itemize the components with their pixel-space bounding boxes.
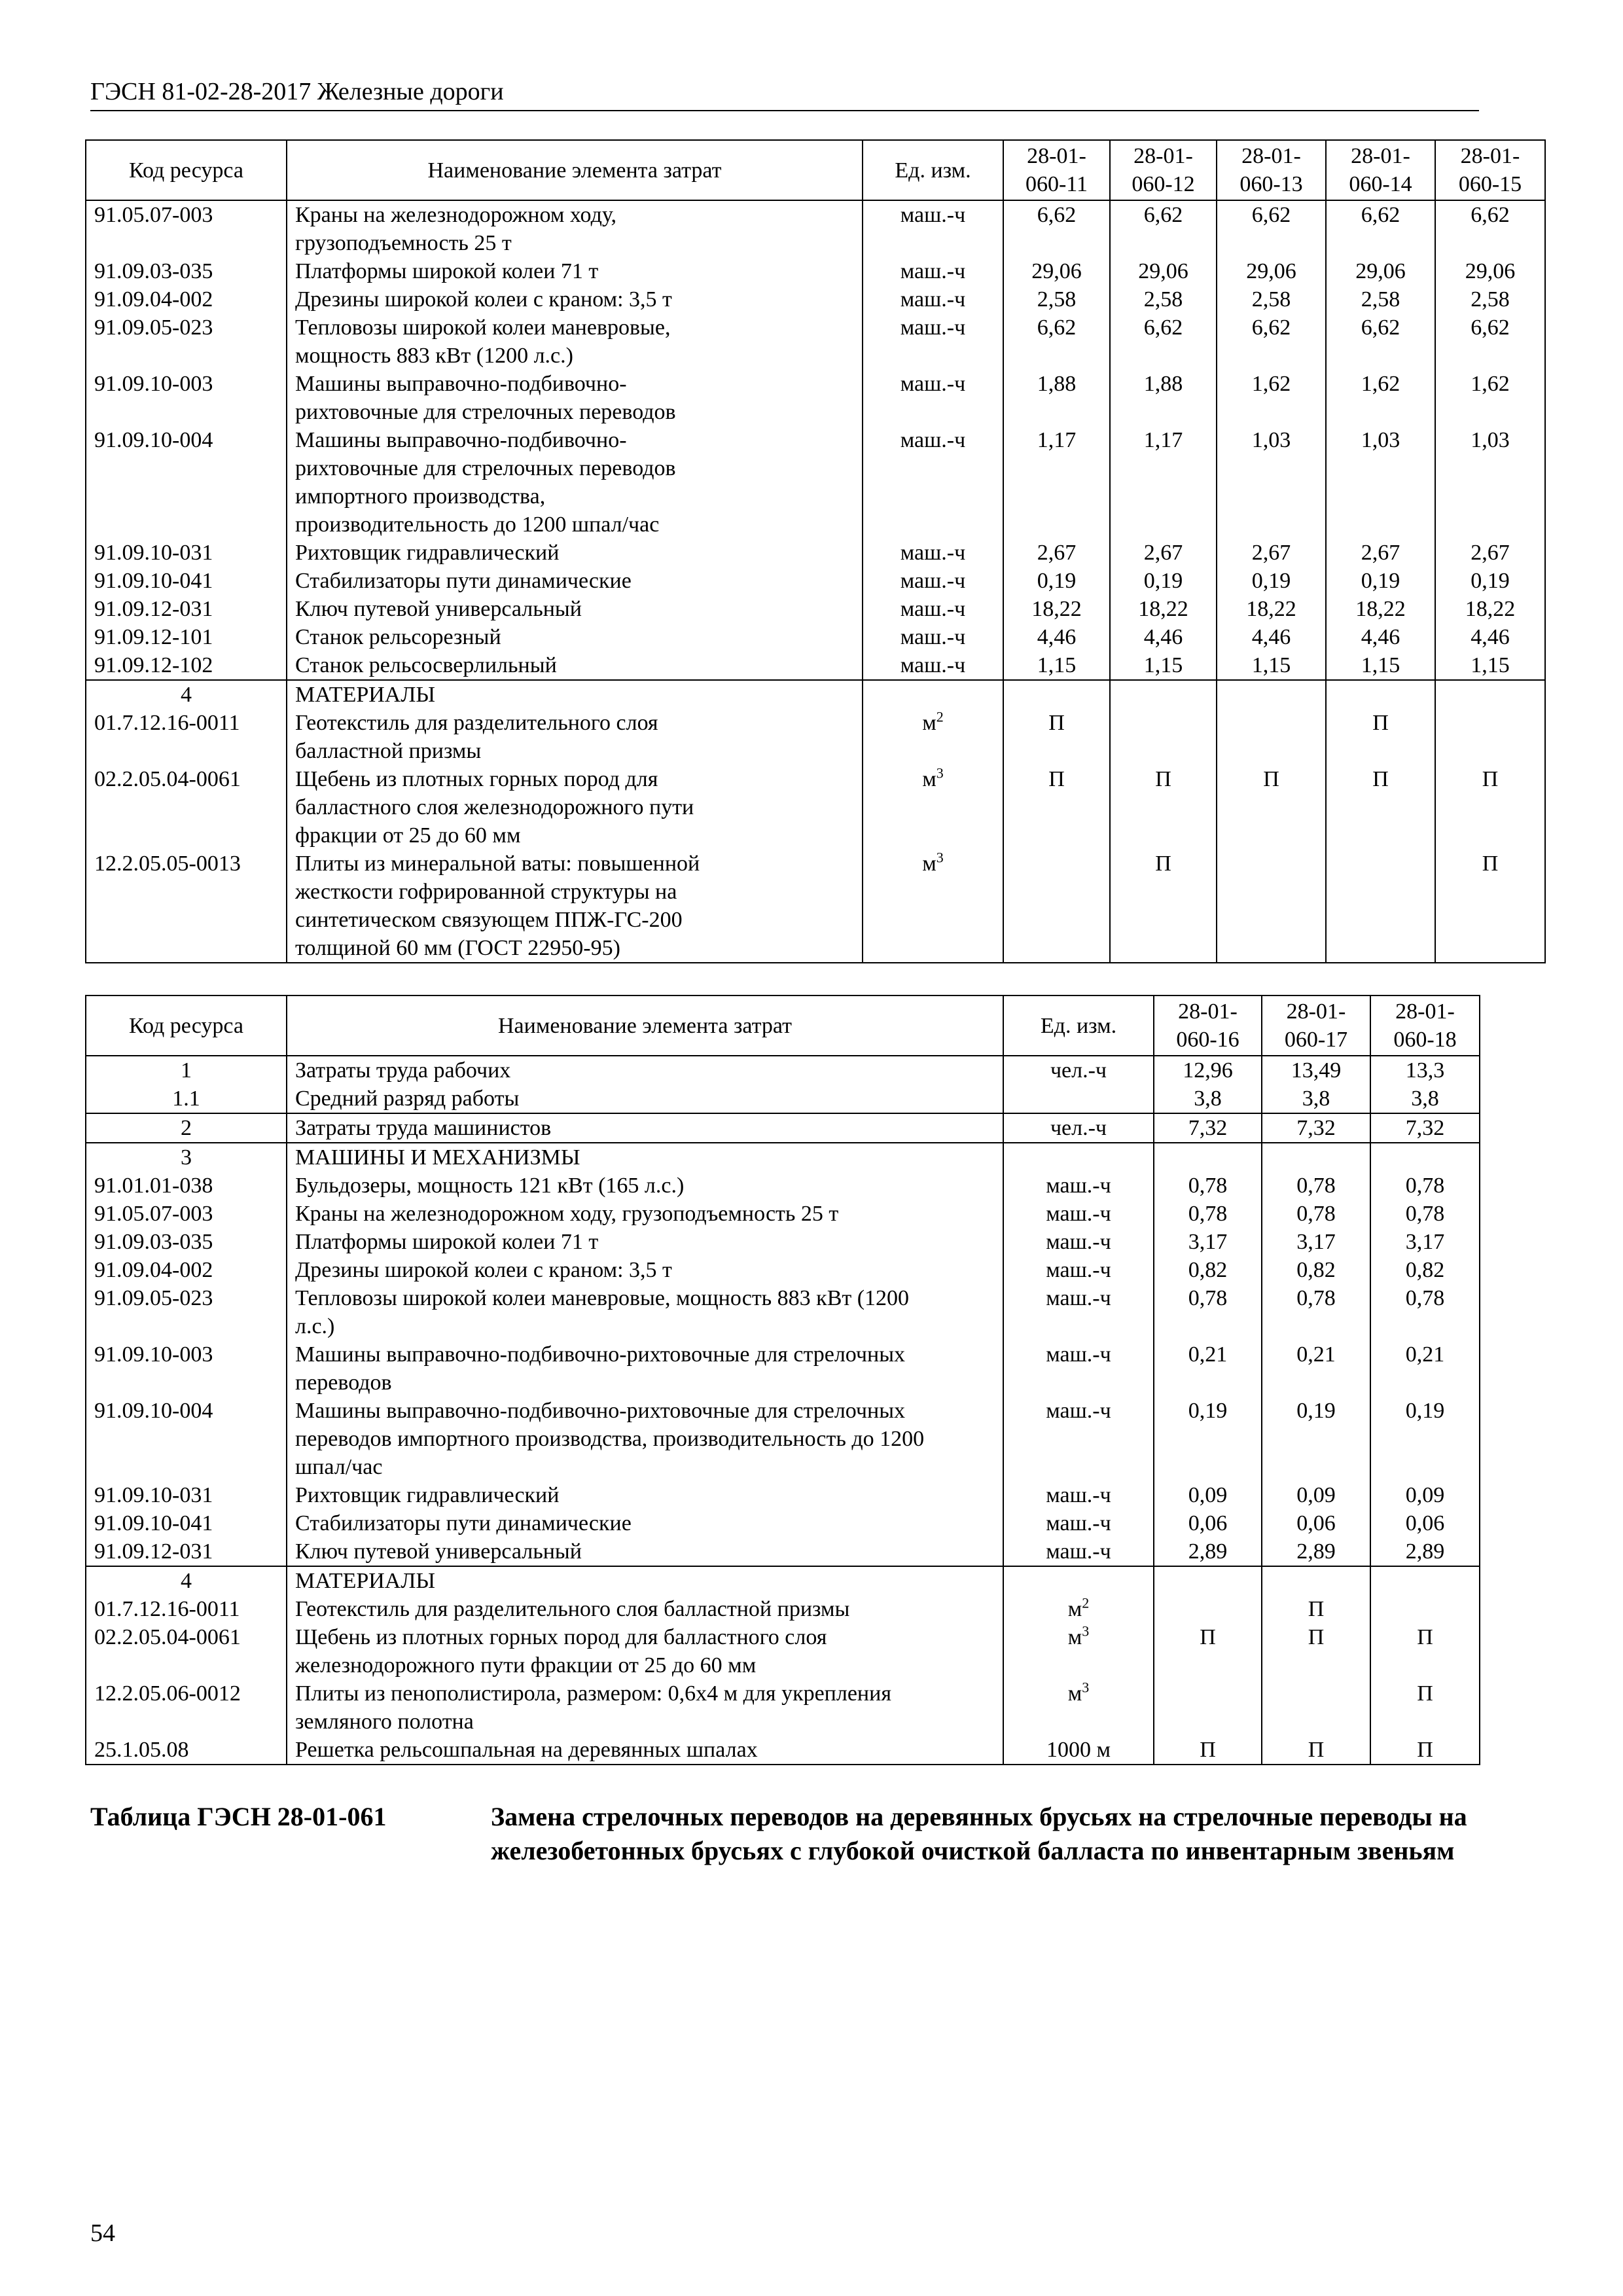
cell-value: 3,17 — [1262, 1228, 1370, 1256]
header-norm-code: 28-01- 060-17 — [1262, 996, 1370, 1056]
cell-value — [1262, 1679, 1370, 1736]
cell-code: 91.09.10-003 — [86, 370, 287, 426]
cell-unit: маш.-ч — [1003, 1228, 1154, 1256]
cell-value — [1110, 709, 1217, 765]
table-row — [86, 567, 1545, 595]
header-name: Наименование элемента затрат — [287, 140, 863, 200]
cell-code: 1.1 — [86, 1085, 287, 1113]
table-row — [86, 1143, 1480, 1172]
cell-value: 2,67 — [1326, 539, 1435, 567]
cell-value: 6,62 — [1217, 200, 1326, 257]
cell-value: 29,06 — [1110, 257, 1217, 285]
cell-name: Бульдозеры, мощность 121 кВт (165 л.с.) — [287, 1172, 1003, 1200]
cell-value: 4,46 — [1110, 623, 1217, 651]
cell-value — [1262, 1143, 1370, 1172]
cell-code: 91.09.10-004 — [86, 426, 287, 539]
table-row — [86, 651, 1545, 680]
cell-unit: маш.-ч — [1003, 1481, 1154, 1509]
table-row — [86, 1566, 1480, 1595]
table-row — [86, 285, 1545, 314]
cell-value: 6,62 — [1003, 314, 1110, 370]
cell-value — [1217, 680, 1326, 709]
cell-code: 4 — [86, 680, 287, 709]
cell-unit: маш.-ч — [863, 370, 1003, 426]
cell-value: 6,62 — [1217, 314, 1326, 370]
cell-code: 91.09.12-031 — [86, 595, 287, 623]
cell-value: 2,67 — [1003, 539, 1110, 567]
cell-unit: $м^3$ — [863, 850, 1003, 963]
table-row — [86, 539, 1545, 567]
cell-name: Средний разряд работы — [287, 1085, 1003, 1113]
cell-unit: маш.-ч — [1003, 1509, 1154, 1537]
cell-value: 2,58 — [1110, 285, 1217, 314]
cell-code: 12.2.05.06-0012 — [86, 1679, 287, 1736]
cell-unit: $м^3$ — [1003, 1623, 1154, 1679]
table-row — [86, 1056, 1480, 1085]
cell-value: 0,19 — [1435, 567, 1545, 595]
cell-value: 0,78 — [1262, 1172, 1370, 1200]
cell-value — [1326, 850, 1435, 963]
cell-unit — [863, 680, 1003, 709]
cell-unit: маш.-ч — [863, 651, 1003, 680]
cell-value: 0,09 — [1154, 1481, 1262, 1509]
cell-value: 0,19 — [1370, 1397, 1480, 1481]
cell-value: 0,21 — [1370, 1340, 1480, 1397]
cell-unit: маш.-ч — [863, 623, 1003, 651]
cell-code: 91.09.12-031 — [86, 1537, 287, 1566]
cell-code: 91.09.03-035 — [86, 257, 287, 285]
cell-value: 0,06 — [1154, 1509, 1262, 1537]
cell-unit: маш.-ч — [1003, 1397, 1154, 1481]
table-row — [86, 623, 1545, 651]
cell-code: 01.7.12.16-0011 — [86, 709, 287, 765]
cell-value: 2,67 — [1110, 539, 1217, 567]
cell-name: Дрезины широкой колеи с краном: 3,5 т — [287, 1256, 1003, 1284]
cell-value: 0,78 — [1370, 1172, 1480, 1200]
cell-code: 91.09.10-003 — [86, 1340, 287, 1397]
cell-value: 0,19 — [1154, 1397, 1262, 1481]
cell-value: П — [1003, 765, 1110, 850]
cell-unit: маш.-ч — [1003, 1256, 1154, 1284]
cell-value: 0,19 — [1217, 567, 1326, 595]
cell-value: 18,22 — [1110, 595, 1217, 623]
cell-value: 1,62 — [1326, 370, 1435, 426]
table-row — [86, 314, 1545, 370]
cell-value: 6,62 — [1435, 314, 1545, 370]
cell-code: 91.09.04-002 — [86, 1256, 287, 1284]
table-row — [86, 1537, 1480, 1566]
cell-value: П — [1110, 765, 1217, 850]
cell-name: Платформы широкой колеи 71 т — [287, 1228, 1003, 1256]
cell-name: Станок рельсорезный — [287, 623, 863, 651]
cell-value: 29,06 — [1003, 257, 1110, 285]
cell-name: Стабилизаторы пути динамические — [287, 567, 863, 595]
cell-value — [1154, 1143, 1262, 1172]
cell-name: МАТЕРИАЛЫ — [287, 1566, 1003, 1595]
cell-unit: маш.-ч — [863, 285, 1003, 314]
cell-code: 02.2.05.04-0061 — [86, 765, 287, 850]
cell-value: П — [1154, 1623, 1262, 1679]
cell-unit: маш.-ч — [863, 314, 1003, 370]
table-row — [86, 1200, 1480, 1228]
table-row — [86, 1397, 1480, 1481]
cell-code: 91.09.12-102 — [86, 651, 287, 680]
cell-unit: $м^2$ — [1003, 1595, 1154, 1623]
cell-value: П — [1370, 1623, 1480, 1679]
cell-value: 0,06 — [1370, 1509, 1480, 1537]
cell-unit: 1000 м — [1003, 1736, 1154, 1765]
cell-value: 6,62 — [1110, 200, 1217, 257]
cell-code: 91.09.05-023 — [86, 1284, 287, 1340]
cell-value: 1,15 — [1435, 651, 1545, 680]
cell-value: 0,19 — [1262, 1397, 1370, 1481]
header-code: Код ресурса — [86, 996, 287, 1056]
cell-unit: маш.-ч — [863, 200, 1003, 257]
cell-value: 0,19 — [1110, 567, 1217, 595]
cell-value: 2,58 — [1217, 285, 1326, 314]
cell-unit: маш.-ч — [1003, 1284, 1154, 1340]
cell-value — [1370, 1143, 1480, 1172]
cell-value: 1,15 — [1003, 651, 1110, 680]
cell-unit — [1003, 1566, 1154, 1595]
cell-name: Станок рельсосверлильный — [287, 651, 863, 680]
cell-value: 29,06 — [1435, 257, 1545, 285]
cell-value: 0,82 — [1154, 1256, 1262, 1284]
cell-value: П — [1326, 709, 1435, 765]
cell-value: 13,3 — [1370, 1056, 1480, 1085]
cell-name: Затраты труда рабочих — [287, 1056, 1003, 1085]
cell-name: Плиты из пенополистирола, размером: 0,6x4 м для укрепления земляного полотна — [287, 1679, 1003, 1736]
cell-value: 18,22 — [1326, 595, 1435, 623]
cell-value: П — [1435, 765, 1545, 850]
cell-value: 0,78 — [1154, 1284, 1262, 1340]
header-code: Код ресурса — [86, 140, 287, 200]
cell-code: 3 — [86, 1143, 287, 1172]
cell-value: П — [1154, 1736, 1262, 1765]
running-header: ГЭСН 81-02-28-2017 Железные дороги — [90, 77, 1479, 111]
cell-value: 0,19 — [1326, 567, 1435, 595]
cell-unit: маш.-ч — [863, 257, 1003, 285]
table-row — [86, 1736, 1480, 1765]
cell-value — [1326, 680, 1435, 709]
cell-value: 1,88 — [1110, 370, 1217, 426]
cell-code: 02.2.05.04-0061 — [86, 1623, 287, 1679]
cell-unit: маш.-ч — [1003, 1537, 1154, 1566]
cell-value: 29,06 — [1326, 257, 1435, 285]
cell-value: П — [1003, 709, 1110, 765]
header-norm-code: 28-01- 060-15 — [1435, 140, 1545, 200]
cell-name: Геотекстиль для разделительного слоя балластной призмы — [287, 709, 863, 765]
table-row — [86, 1679, 1480, 1736]
header-norm-code: 28-01- 060-14 — [1326, 140, 1435, 200]
cell-value: 1,03 — [1435, 426, 1545, 539]
table-row — [86, 200, 1545, 257]
cell-value: 1,03 — [1217, 426, 1326, 539]
cell-value: 0,78 — [1370, 1200, 1480, 1228]
header-norm-code: 28-01- 060-12 — [1110, 140, 1217, 200]
cell-unit: чел.-ч — [1003, 1056, 1154, 1085]
table-row — [86, 1085, 1480, 1113]
cell-value: 0,09 — [1370, 1481, 1480, 1509]
cell-name: Машины выправочно-подбивочно- рихтовочные для стрелочных переводов импортного производства, производительность до 1200 шпал/час — [287, 426, 863, 539]
table-row — [86, 709, 1545, 765]
cell-value: 2,58 — [1326, 285, 1435, 314]
cell-value: 1,17 — [1003, 426, 1110, 539]
cell-code: 12.2.05.05-0013 — [86, 850, 287, 963]
table-row — [86, 1595, 1480, 1623]
cell-value: П — [1326, 765, 1435, 850]
cell-value: 1,15 — [1217, 651, 1326, 680]
cell-value — [1110, 680, 1217, 709]
cell-value: 18,22 — [1217, 595, 1326, 623]
cell-value: 0,78 — [1154, 1200, 1262, 1228]
cell-value: 18,22 — [1003, 595, 1110, 623]
cell-value: 7,32 — [1154, 1113, 1262, 1143]
table-row — [86, 765, 1545, 850]
cell-value: 0,19 — [1003, 567, 1110, 595]
cell-value: 2,67 — [1435, 539, 1545, 567]
cell-value: 3,8 — [1370, 1085, 1480, 1113]
cell-name: Рихтовщик гидравлический — [287, 539, 863, 567]
cell-value: 3,17 — [1154, 1228, 1262, 1256]
cell-code: 91.09.10-041 — [86, 567, 287, 595]
cell-value: 4,46 — [1003, 623, 1110, 651]
cell-value: 0,21 — [1262, 1340, 1370, 1397]
table-row — [86, 1228, 1480, 1256]
cell-code: 91.09.10-041 — [86, 1509, 287, 1537]
cell-name: Ключ путевой универсальный — [287, 595, 863, 623]
cell-unit: маш.-ч — [863, 567, 1003, 595]
cell-name: Решетка рельсошпальная на деревянных шпалах — [287, 1736, 1003, 1765]
cell-value: 3,17 — [1370, 1228, 1480, 1256]
cell-name: Платформы широкой колеи 71 т — [287, 257, 863, 285]
cell-unit: маш.-ч — [1003, 1340, 1154, 1397]
table-row — [86, 1623, 1480, 1679]
resource-table-2 — [85, 995, 1480, 1765]
cell-name: Дрезины широкой колеи с краном: 3,5 т — [287, 285, 863, 314]
cell-value: 2,58 — [1435, 285, 1545, 314]
table-caption-label: Таблица ГЭСН 28-01-061 — [90, 1802, 387, 1831]
cell-value: 1,17 — [1110, 426, 1217, 539]
cell-value: 0,09 — [1262, 1481, 1370, 1509]
cell-value: 1,15 — [1326, 651, 1435, 680]
cell-unit: $м^3$ — [1003, 1679, 1154, 1736]
cell-name: Стабилизаторы пути динамические — [287, 1509, 1003, 1537]
cell-value — [1003, 680, 1110, 709]
cell-value: 1,15 — [1110, 651, 1217, 680]
cell-value: 13,49 — [1262, 1056, 1370, 1085]
table-row — [86, 370, 1545, 426]
cell-code: 25.1.05.08 — [86, 1736, 287, 1765]
table-row — [86, 680, 1545, 709]
table-row — [86, 1172, 1480, 1200]
cell-name: Щебень из плотных горных пород для балластного слоя железнодорожного пути фракции от 25 до 60 мм — [287, 1623, 1003, 1679]
header-norm-code: 28-01- 060-18 — [1370, 996, 1480, 1056]
cell-name: Щебень из плотных горных пород для балластного слоя железнодорожного пути фракции от 25 до 60 мм — [287, 765, 863, 850]
table-caption-title: Замена стрелочных переводов на деревянных брусьях на стрелочные переводы на железобетонных брусьях с глубокой очисткой балласта по инвентарным звеньям — [491, 1802, 1467, 1865]
cell-value: П — [1370, 1679, 1480, 1736]
cell-value — [1003, 850, 1110, 963]
cell-name: Машины выправочно-подбивочно-рихтовочные для стрелочных переводов — [287, 1340, 1003, 1397]
cell-unit: чел.-ч — [1003, 1113, 1154, 1143]
cell-name: Геотекстиль для разделительного слоя балластной призмы — [287, 1595, 1003, 1623]
cell-unit: маш.-ч — [863, 539, 1003, 567]
cell-code: 91.09.10-031 — [86, 1481, 287, 1509]
cell-value: 0,21 — [1154, 1340, 1262, 1397]
cell-unit: $м^2$ — [863, 709, 1003, 765]
cell-value: 4,46 — [1435, 623, 1545, 651]
page-number: 54 — [90, 2219, 115, 2247]
cell-value: 29,06 — [1217, 257, 1326, 285]
cell-value — [1154, 1595, 1262, 1623]
header-norm-code: 28-01- 060-13 — [1217, 140, 1326, 200]
cell-value: 7,32 — [1370, 1113, 1480, 1143]
cell-name: Тепловозы широкой колеи маневровые, мощность 883 кВт (1200 л.с.) — [287, 314, 863, 370]
cell-unit: маш.-ч — [863, 595, 1003, 623]
cell-code: 2 — [86, 1113, 287, 1143]
table-row — [86, 1113, 1480, 1143]
cell-code: 91.09.10-004 — [86, 1397, 287, 1481]
cell-value: 7,32 — [1262, 1113, 1370, 1143]
cell-value: П — [1217, 765, 1326, 850]
cell-value — [1154, 1679, 1262, 1736]
cell-code: 91.09.05-023 — [86, 314, 287, 370]
cell-value: 2,58 — [1003, 285, 1110, 314]
cell-code: 1 — [86, 1056, 287, 1085]
cell-name: Краны на железнодорожном ходу, грузоподъемность 25 т — [287, 1200, 1003, 1228]
cell-value — [1154, 1566, 1262, 1595]
cell-code: 91.09.04-002 — [86, 285, 287, 314]
table-row — [86, 595, 1545, 623]
cell-value: 2,89 — [1370, 1537, 1480, 1566]
cell-name: Затраты труда машинистов — [287, 1113, 1003, 1143]
cell-value: 0,06 — [1262, 1509, 1370, 1537]
cell-value: 0,78 — [1154, 1172, 1262, 1200]
cell-unit: маш.-ч — [863, 426, 1003, 539]
cell-value: 12,96 — [1154, 1056, 1262, 1085]
cell-value — [1370, 1595, 1480, 1623]
cell-name: Машины выправочно-подбивочно- рихтовочные для стрелочных переводов — [287, 370, 863, 426]
cell-code: 91.09.03-035 — [86, 1228, 287, 1256]
cell-value: 0,82 — [1262, 1256, 1370, 1284]
cell-value: 2,89 — [1262, 1537, 1370, 1566]
cell-name: Краны на железнодорожном ходу, грузоподъемность 25 т — [287, 200, 863, 257]
cell-code: 91.01.01-038 — [86, 1172, 287, 1200]
header-norm-code: 28-01- 060-11 — [1003, 140, 1110, 200]
cell-unit — [1003, 1085, 1154, 1113]
header-unit: Ед. изм. — [863, 140, 1003, 200]
cell-code: 91.09.12-101 — [86, 623, 287, 651]
cell-value: П — [1262, 1595, 1370, 1623]
cell-code: 91.05.07-003 — [86, 200, 287, 257]
resource-table-1 — [85, 139, 1546, 963]
cell-value: 6,62 — [1326, 200, 1435, 257]
cell-code: 91.05.07-003 — [86, 1200, 287, 1228]
cell-value: 0,82 — [1370, 1256, 1480, 1284]
cell-value: 6,62 — [1326, 314, 1435, 370]
cell-name: Тепловозы широкой колеи маневровые, мощность 883 кВт (1200 л.с.) — [287, 1284, 1003, 1340]
cell-value: 1,62 — [1435, 370, 1545, 426]
header-name: Наименование элемента затрат — [287, 996, 1003, 1056]
cell-value: 18,22 — [1435, 595, 1545, 623]
header-unit: Ед. изм. — [1003, 996, 1154, 1056]
cell-value — [1217, 709, 1326, 765]
header-norm-code: 28-01- 060-16 — [1154, 996, 1262, 1056]
table-row — [86, 1481, 1480, 1509]
cell-value — [1370, 1566, 1480, 1595]
cell-unit: маш.-ч — [1003, 1200, 1154, 1228]
cell-unit: маш.-ч — [1003, 1172, 1154, 1200]
cell-value: 4,46 — [1217, 623, 1326, 651]
cell-value: 4,46 — [1326, 623, 1435, 651]
cell-value: П — [1110, 850, 1217, 963]
cell-value — [1262, 1566, 1370, 1595]
cell-value: 0,78 — [1262, 1284, 1370, 1340]
cell-value: 3,8 — [1154, 1085, 1262, 1113]
table-row — [86, 257, 1545, 285]
cell-name: Машины выправочно-подбивочно-рихтовочные для стрелочных переводов импортного производства, производительность до 1200 шпал/час — [287, 1397, 1003, 1481]
cell-unit — [1003, 1143, 1154, 1172]
cell-value: П — [1370, 1736, 1480, 1765]
cell-value: 6,62 — [1435, 200, 1545, 257]
cell-name: Ключ путевой универсальный — [287, 1537, 1003, 1566]
cell-value: П — [1262, 1623, 1370, 1679]
cell-name: Рихтовщик гидравлический — [287, 1481, 1003, 1509]
cell-value: П — [1262, 1736, 1370, 1765]
cell-code: 01.7.12.16-0011 — [86, 1595, 287, 1623]
cell-code: 91.09.10-031 — [86, 539, 287, 567]
cell-value: 2,89 — [1154, 1537, 1262, 1566]
cell-code: 4 — [86, 1566, 287, 1595]
cell-value: 3,8 — [1262, 1085, 1370, 1113]
cell-value: 1,62 — [1217, 370, 1326, 426]
table-row — [86, 1340, 1480, 1397]
cell-value — [1435, 709, 1545, 765]
cell-unit: $м^3$ — [863, 765, 1003, 850]
cell-value: 6,62 — [1110, 314, 1217, 370]
cell-value: П — [1435, 850, 1545, 963]
cell-name: МАТЕРИАЛЫ — [287, 680, 863, 709]
table-row — [86, 426, 1545, 539]
cell-value: 0,78 — [1262, 1200, 1370, 1228]
cell-value: 6,62 — [1003, 200, 1110, 257]
cell-value: 1,03 — [1326, 426, 1435, 539]
table-row — [86, 1509, 1480, 1537]
cell-name: Плиты из минеральной ваты: повышенной жесткости гофрированной структуры на синтетическом связующем ППЖ-ГС-200 толщиной 60 мм (ГОСТ 22950-95) — [287, 850, 863, 963]
table-row — [86, 1284, 1480, 1340]
cell-value — [1217, 850, 1326, 963]
table-row — [86, 850, 1545, 963]
cell-value: 1,88 — [1003, 370, 1110, 426]
table-row — [86, 1256, 1480, 1284]
cell-value: 0,78 — [1370, 1284, 1480, 1340]
cell-value: 2,67 — [1217, 539, 1326, 567]
cell-value — [1435, 680, 1545, 709]
cell-name: МАШИНЫ И МЕХАНИЗМЫ — [287, 1143, 1003, 1172]
